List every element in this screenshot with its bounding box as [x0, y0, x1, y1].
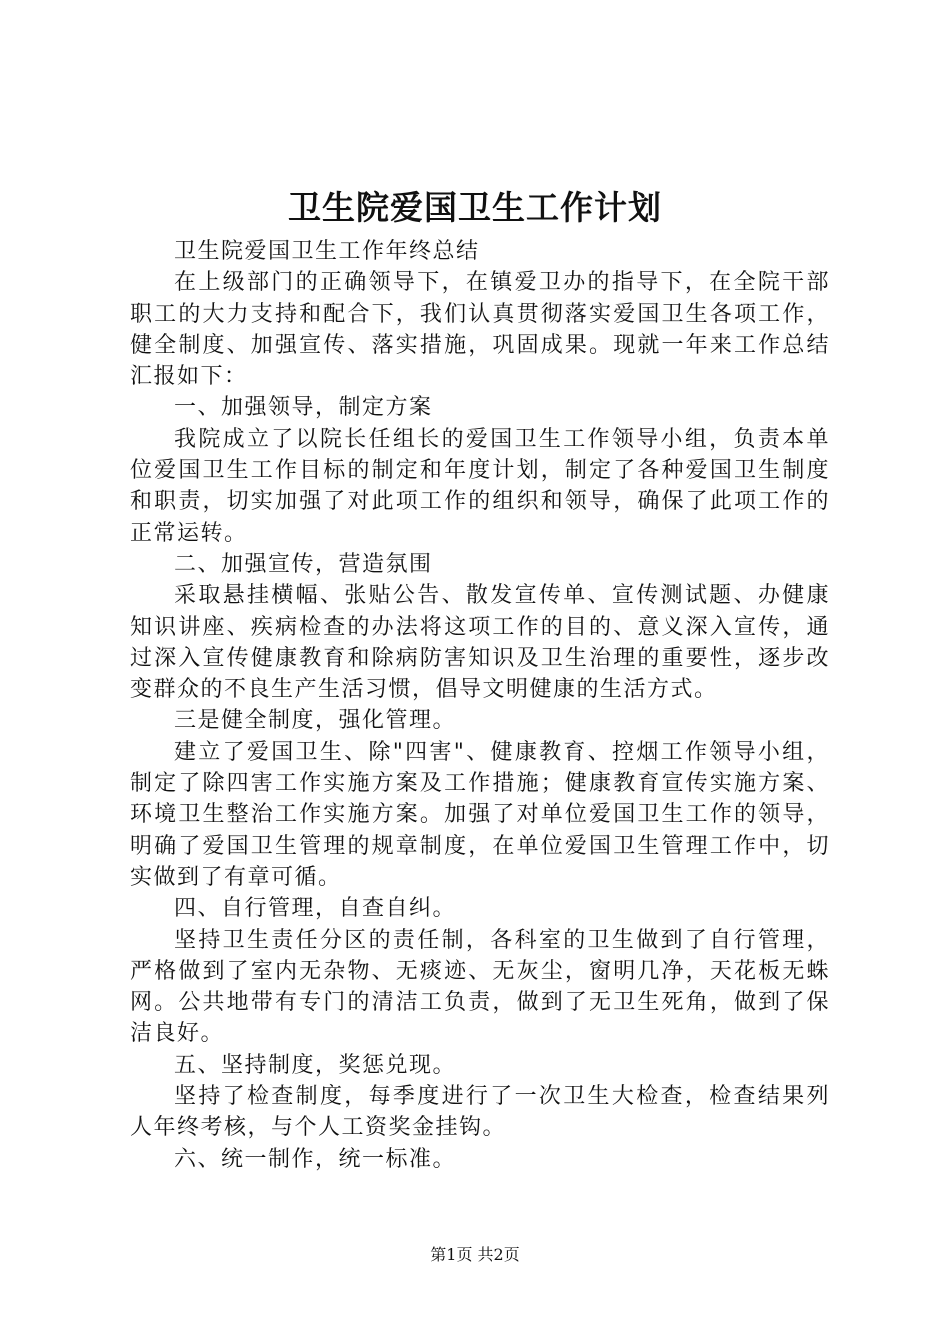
paragraph-section-1: 我院成立了以院长任组长的爱国卫生工作领导小组，负责本单位爱国卫生工作目标的制定和年度计划，制定了各种爱国卫生制度和职责，切实加强了对此项工作的组织和领导，确保了此项工作的正常运转。 [130, 426, 830, 546]
section-heading-6: 六、统一制作，统一标准。 [174, 1146, 457, 1172]
paragraph-section-4: 坚持卫生责任分区的责任制，各科室的卫生做到了自行管理，严格做到了室内无杂物、无痰迹、无灰尘，窗明几净，天花板无蛛网。公共地带有专门的清洁工负责，做到了无卫生死角，做到了保洁良好。 [130, 927, 830, 1047]
section-heading-4: 四、自行管理，自查自纠。 [174, 896, 457, 922]
paragraph-section-5: 坚持了检查制度，每季度进行了一次卫生大检查，检查结果列人年终考核，与个人工资奖金挂钩。 [130, 1084, 830, 1141]
paragraph-intro: 在上级部门的正确领导下，在镇爱卫办的指导下，在全院干部职工的大力支持和配合下，我们认真贯彻落实爱国卫生各项工作，健全制度、加强宣传、落实措施，巩固成果。现就一年来工作总结汇报如下： [130, 270, 830, 390]
section-heading-5: 五、坚持制度，奖惩兑现。 [174, 1052, 457, 1078]
paragraph-section-2: 采取悬挂横幅、张贴公告、散发宣传单、宣传测试题、办健康知识讲座、疾病检查的办法将这项工作的目的、意义深入宣传，通过深入宣传健康教育和除病防害知识及卫生治理的重要性，逐步改变群众的不良生产生活习惯，倡导文明健康的生活方式。 [130, 583, 830, 703]
page-number-footer: 第1页 共2页 [430, 1245, 520, 1264]
paragraph-subtitle: 卫生院爱国卫生工作年终总结 [174, 239, 480, 264]
document-title: 卫生院爱国卫生工作计划 [288, 188, 662, 227]
document-body [130, 236, 830, 1175]
section-heading-1: 一、加强领导，制定方案 [174, 395, 433, 421]
paragraph-section-3: 建立了爱国卫生、除"四害"、健康教育、控烟工作领导小组，制定了除四害工作实施方案及工作措施；健康教育宣传实施方案、环境卫生整治工作实施方案。加强了对单位爱国卫生工作的领导，明确了爱国卫生管理的规章制度，在单位爱国卫生管理工作中，切实做到了有章可循。 [130, 739, 830, 890]
section-heading-3: 三是健全制度，强化管理。 [174, 708, 457, 734]
section-heading-2: 二、加强宣传，营造氛围 [174, 551, 433, 577]
